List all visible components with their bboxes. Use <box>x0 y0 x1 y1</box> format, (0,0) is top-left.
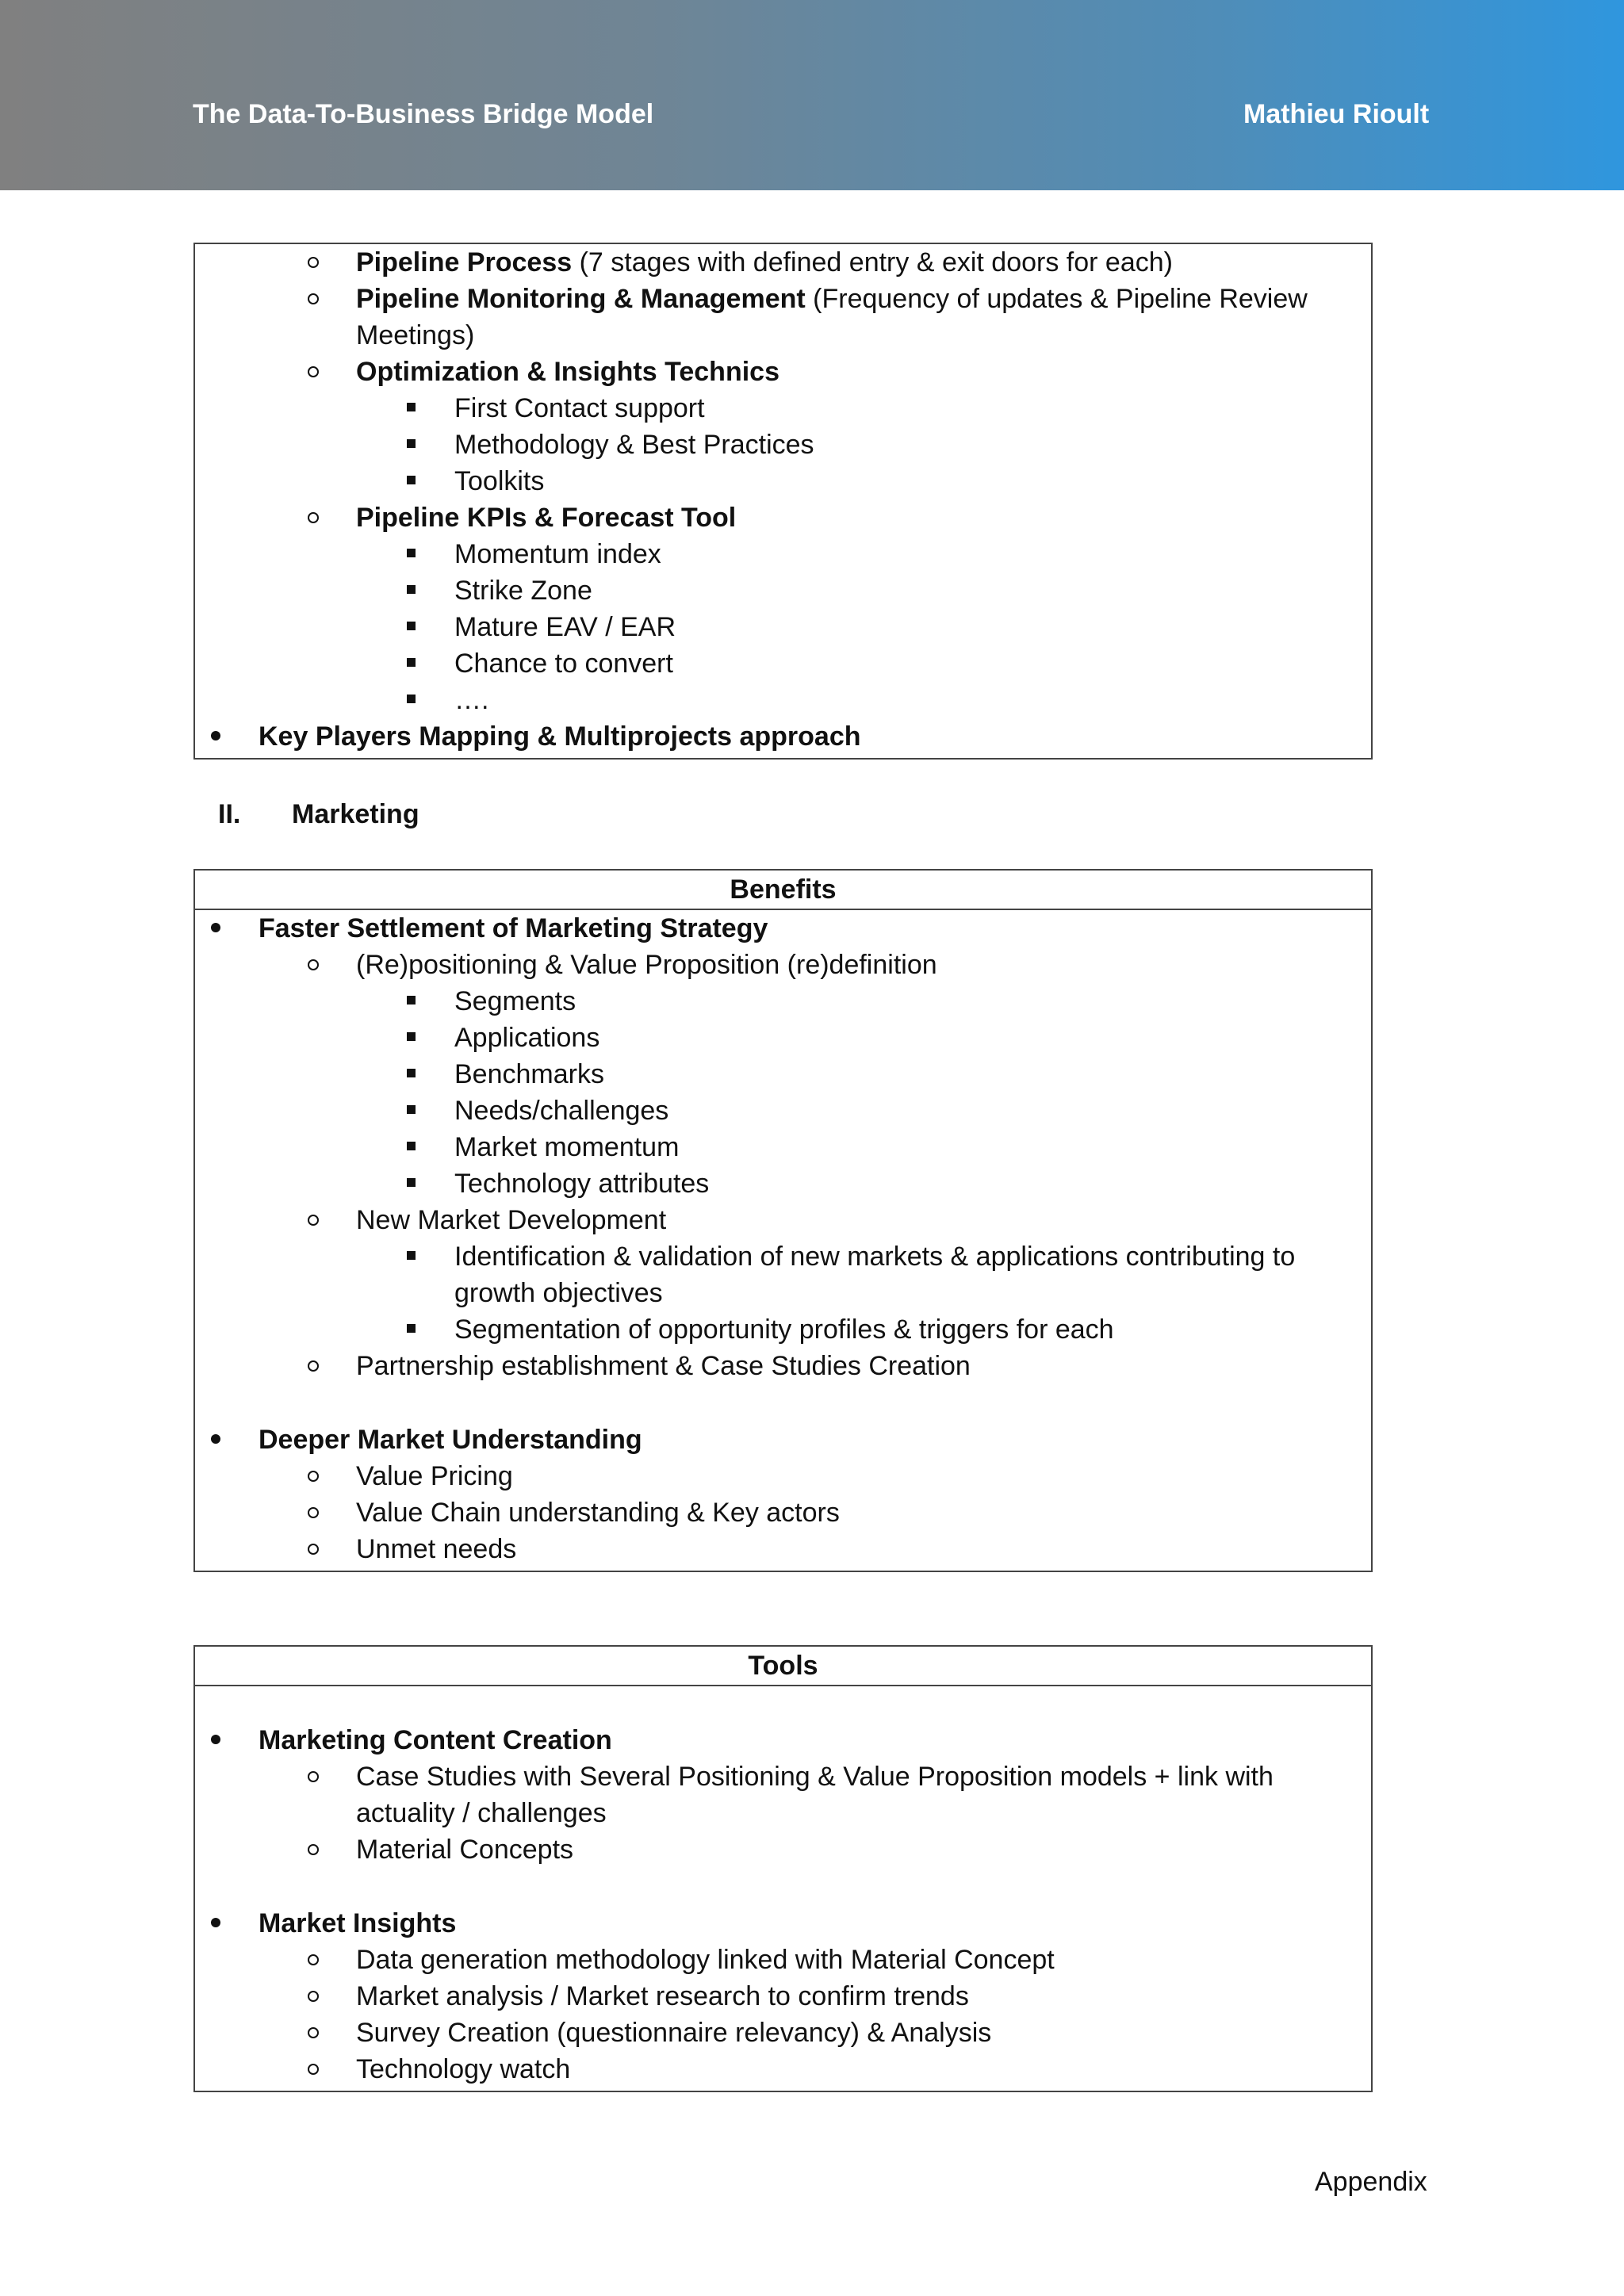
square-bullet-icon <box>399 682 423 718</box>
pipeline-box <box>193 243 1373 760</box>
bullet-icon <box>204 1422 228 1458</box>
sub-list-item: Market momentum <box>454 1132 680 1162</box>
list-item: Marketing Content Creation <box>259 1725 612 1755</box>
sub-list-item: Segments <box>454 986 576 1016</box>
sub-list-item: Segmentation of opportunity profiles & triggers for each <box>454 1314 1114 1345</box>
square-bullet-icon <box>399 1020 423 1056</box>
sub-list-item: Chance to convert <box>454 649 673 679</box>
square-bullet-icon <box>399 572 423 609</box>
benefits-heading: Benefits <box>195 871 1371 910</box>
page-header-band <box>0 0 1624 190</box>
list-item: Case Studies with Several Positioning & Value Proposition models + link with <box>356 1762 1274 1792</box>
circle-bullet-icon <box>301 244 325 281</box>
circle-bullet-icon <box>301 1831 325 1868</box>
sub-list-item: Benchmarks <box>454 1059 604 1089</box>
list-item: Faster Settlement of Marketing Strategy <box>259 913 768 943</box>
list-item: Key Players Mapping & Multiprojects approach <box>259 721 861 752</box>
list-item: Pipeline Process (7 stages with defined entry & exit doors for each) <box>356 247 1173 277</box>
list-item: Market Insights <box>259 1908 457 1938</box>
circle-bullet-icon <box>301 1758 325 1795</box>
square-bullet-icon <box>399 1238 423 1275</box>
list-item: Deeper Market Understanding <box>259 1425 642 1455</box>
circle-bullet-icon <box>301 947 325 983</box>
square-bullet-icon <box>399 1056 423 1093</box>
square-bullet-icon <box>399 609 423 645</box>
sub-list-item: Toolkits <box>454 466 545 496</box>
circle-bullet-icon <box>301 1202 325 1238</box>
square-bullet-icon <box>399 1311 423 1348</box>
tools-box <box>193 1645 1373 2092</box>
list-item: Market analysis / Market research to confirm trends <box>356 1981 969 2011</box>
list-item: Survey Creation (questionnaire relevancy) & Analysis <box>356 2018 992 2048</box>
author-name: Mathieu Rioult <box>1243 99 1430 129</box>
list-item-continuation: actuality / challenges <box>356 1798 607 1828</box>
sub-list-item: Applications <box>454 1023 600 1053</box>
list-item: (Re)positioning & Value Proposition (re)definition <box>356 950 937 980</box>
benefits-box <box>193 869 1373 1572</box>
square-bullet-icon <box>399 463 423 499</box>
bullet-icon <box>204 910 228 947</box>
page-footer-label: Appendix <box>1315 2167 1427 2197</box>
bullet-icon <box>204 1905 228 1942</box>
sub-list-item: Momentum index <box>454 539 661 569</box>
circle-bullet-icon <box>301 2015 325 2051</box>
section-title: Marketing <box>292 799 419 829</box>
square-bullet-icon <box>399 536 423 572</box>
square-bullet-icon <box>399 390 423 427</box>
list-item: Value Chain understanding & Key actors <box>356 1498 840 1528</box>
sub-list-item: First Contact support <box>454 393 705 423</box>
circle-bullet-icon <box>301 1978 325 2015</box>
circle-bullet-icon <box>301 1942 325 1978</box>
sub-list-item: Methodology & Best Practices <box>454 430 814 460</box>
list-item: Pipeline Monitoring & Management (Frequency of updates & Pipeline Review <box>356 284 1308 314</box>
circle-bullet-icon <box>301 2051 325 2087</box>
list-item: Material Concepts <box>356 1835 574 1865</box>
document-title: The Data-To-Business Bridge Model <box>193 99 654 129</box>
square-bullet-icon <box>399 1093 423 1129</box>
circle-bullet-icon <box>301 354 325 390</box>
sub-list-item: …. <box>454 685 489 715</box>
list-item-continuation: Meetings) <box>356 320 475 350</box>
square-bullet-icon <box>399 427 423 463</box>
sub-list-item: Strike Zone <box>454 576 592 606</box>
sub-list-item: Needs/challenges <box>454 1096 669 1126</box>
bullet-icon <box>204 1722 228 1758</box>
circle-bullet-icon <box>301 499 325 536</box>
list-item: Partnership establishment & Case Studies Creation <box>356 1351 971 1381</box>
list-item: Pipeline KPIs & Forecast Tool <box>356 503 737 533</box>
sub-list-item: Technology attributes <box>454 1169 710 1199</box>
circle-bullet-icon <box>301 1494 325 1531</box>
sub-list-item-continuation: growth objectives <box>454 1278 663 1308</box>
circle-bullet-icon <box>301 281 325 317</box>
bullet-icon <box>204 718 228 755</box>
circle-bullet-icon <box>301 1531 325 1567</box>
list-item: Unmet needs <box>356 1534 517 1564</box>
sub-list-item: Identification & validation of new markets & applications contributing to <box>454 1242 1296 1272</box>
list-item: Technology watch <box>356 2054 571 2084</box>
list-item: Optimization & Insights Technics <box>356 357 779 387</box>
square-bullet-icon <box>399 1129 423 1165</box>
tools-heading: Tools <box>195 1647 1371 1686</box>
circle-bullet-icon <box>301 1348 325 1384</box>
square-bullet-icon <box>399 1165 423 1202</box>
list-item: Data generation methodology linked with Material Concept <box>356 1945 1055 1975</box>
circle-bullet-icon <box>301 1458 325 1494</box>
list-item: New Market Development <box>356 1205 667 1235</box>
square-bullet-icon <box>399 983 423 1020</box>
list-item: Value Pricing <box>356 1461 513 1491</box>
square-bullet-icon <box>399 645 423 682</box>
section-number: II. <box>218 799 241 829</box>
sub-list-item: Mature EAV / EAR <box>454 612 676 642</box>
